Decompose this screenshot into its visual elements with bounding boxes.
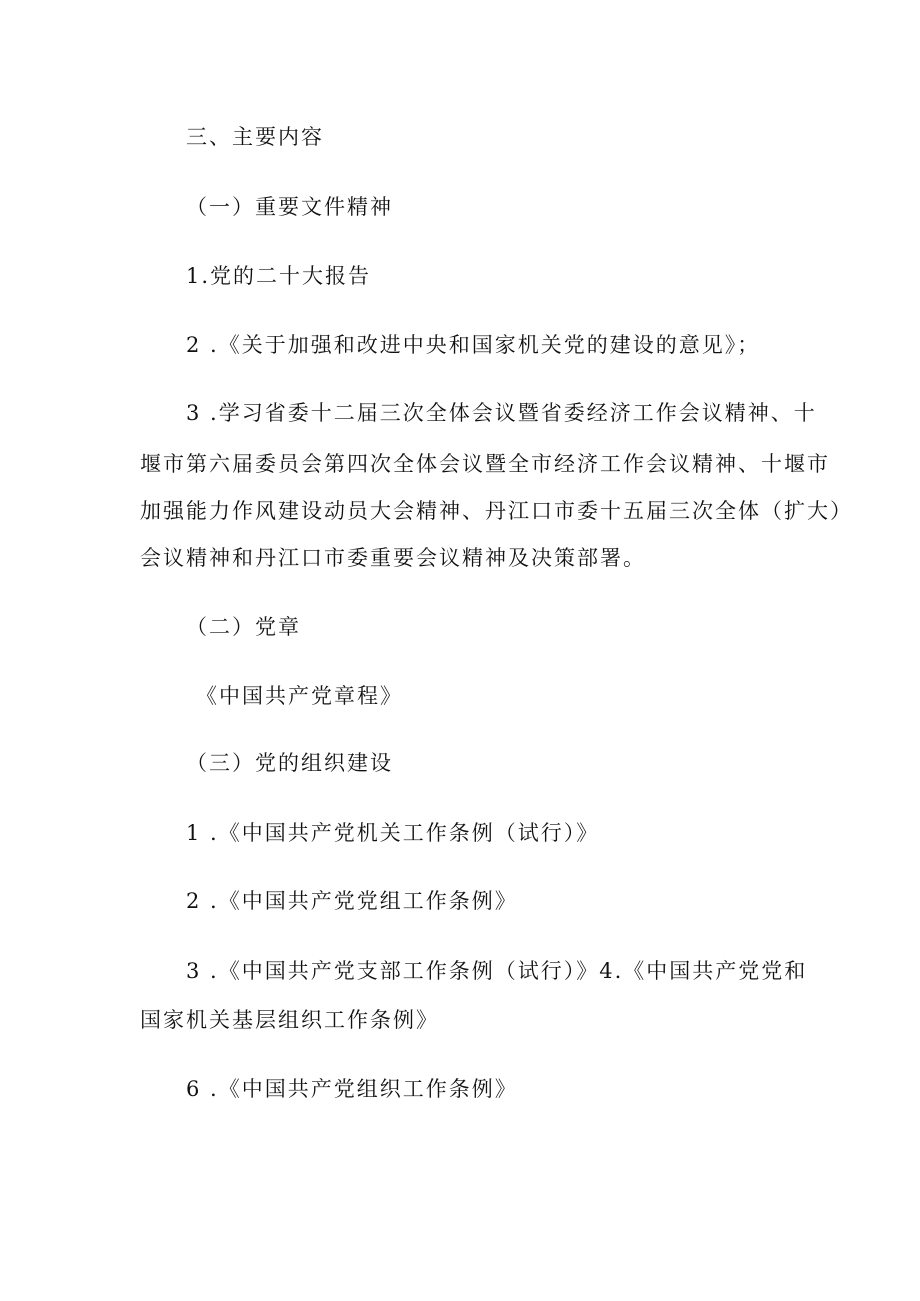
- list-item: 6 .《中国共产党组织工作条例》: [186, 1077, 518, 1101]
- section-heading: 三、主要内容: [186, 125, 324, 149]
- subsection-heading: （三）党的组织建设: [186, 751, 393, 775]
- list-item: 1.党的二十大报告: [186, 264, 372, 288]
- paragraph-line: 加强能力作风建设动员大会精神、丹江口市委十五届三次全体（扩大）: [140, 499, 853, 523]
- subsection-heading: （二）党章: [186, 615, 301, 639]
- list-item: 2 .《关于加强和改进中央和国家机关党的建设的意见》；: [186, 333, 761, 357]
- paragraph-line: 堰市第六届委员会第四次全体会议暨全市经济工作会议精神、十堰市: [140, 452, 830, 476]
- paragraph-line: 国家机关基层组织工作条例》: [140, 1008, 439, 1032]
- list-item: 《中国共产党章程》: [196, 684, 403, 708]
- paragraph-line: 3 .《中国共产党支部工作条例（试行）》4.《中国共产党党和: [186, 959, 808, 983]
- subsection-heading: （一）重要文件精神: [186, 195, 393, 219]
- paragraph-line: 3 .学习省委十二届三次全体会议暨省委经济工作会议精神、十: [186, 401, 817, 425]
- list-item: 2 .《中国共产党党组工作条例》: [186, 889, 518, 913]
- paragraph-line: 会议精神和丹江口市委重要会议精神及决策部署。: [140, 546, 646, 570]
- list-item: 1 .《中国共产党机关工作条例（试行）》: [186, 821, 600, 845]
